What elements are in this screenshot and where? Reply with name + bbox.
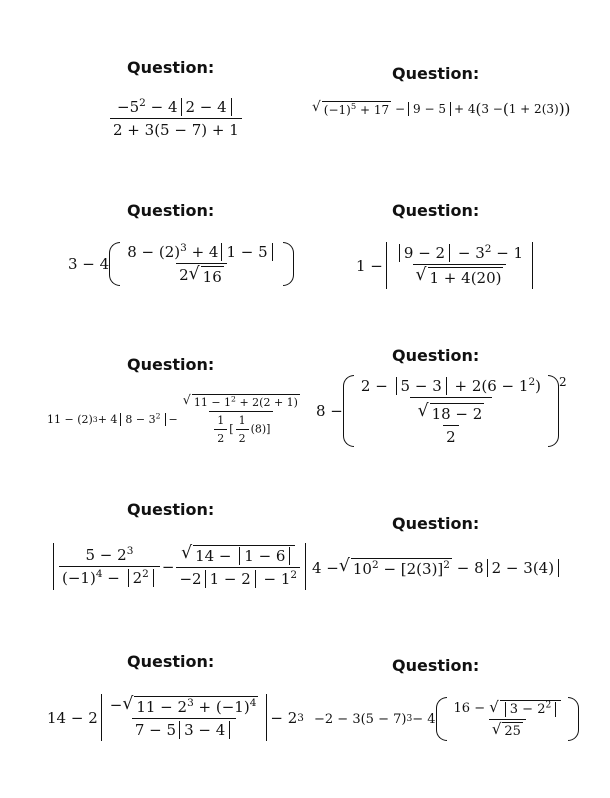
question-label-6: Question:: [392, 346, 480, 365]
math-expression-10: −2 − 3(5 − 7) 3 − 4 16 − √ $3 - 2^2$ √ 25: [314, 697, 579, 741]
math-expression-5: 11 − (2) 3 + 4 $8 - 3^2$ − √ $11 - 1^2 + 2(2 + 1)$ $\frac{1}{2}$ [ $\frac{1}{2}$ (8)]: [47, 392, 298, 445]
question-label-2: Question:: [392, 64, 480, 83]
math-expression-9: 14 − 2 − √ $11 - 2^3 + (-1)^4$ 7 − 5 3 − 4 − 2 3: [47, 694, 304, 739]
question-label-5: Question:: [127, 355, 215, 374]
math-expression-8: 4 − √ $10^2 - [2(3)]^2$ − 8 2 − 3(4): [312, 558, 562, 578]
math-expression-3: 3 − 4 $8 - (2)^3 + 4$ 1 − 5 2 √ 16: [68, 242, 294, 286]
math-expression-4: 1 − $9 - 2 - 3^2 - 1$ √ 1 + 4(20): [356, 242, 536, 289]
question-label-9: Question:: [127, 652, 215, 671]
question-label-10: Question:: [392, 656, 480, 675]
math-expression-2: √ $(-1)^5 + 17$ − 9 − 5 + 4 ( 3 − ( 1 + 2(3) ) ): [312, 99, 571, 118]
math-expression-1: $\frac{-5^2 - 4 2 - 4}{2 + 3(5 - 7) + 1}$: [108, 98, 244, 139]
question-label-1: Question:: [127, 58, 215, 77]
question-label-7: Question:: [127, 500, 215, 519]
math-expression-6: 8 − $2 - 5 - 3 + 2(6 - 1^2)$ √ 18 − 2 2 2: [316, 375, 567, 446]
math-expression-7: $\frac{5 - 2^3}{(-1)^4 - 2^2}$ − √ 14 − 1 − 6 −2 $1 - 2 - 1^2$: [53, 543, 306, 590]
question-label-3: Question:: [127, 201, 215, 220]
question-label-8: Question:: [392, 514, 480, 533]
question-label-4: Question:: [392, 201, 480, 220]
